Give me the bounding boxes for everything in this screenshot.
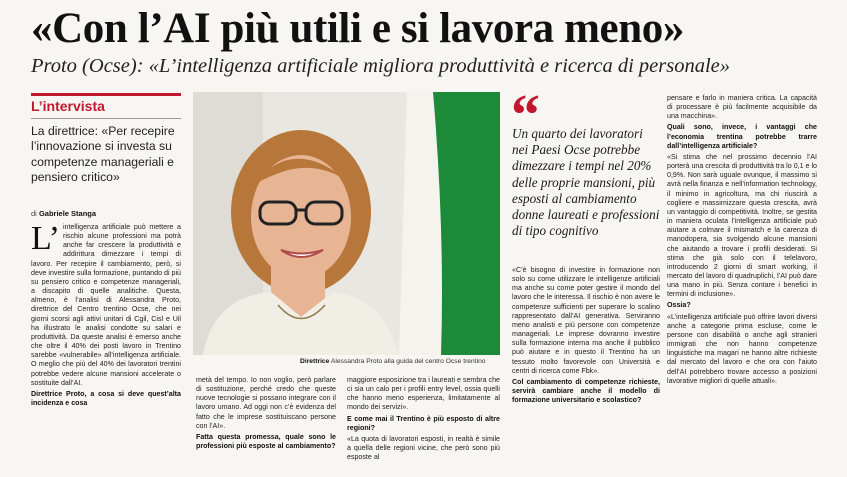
subhead-quote: «L’intelligenza artificiale migliora produttività e ricerca di personale»	[148, 55, 730, 77]
caption-text: Alessandra Proto alla guida del centro Ocse trentino	[330, 358, 486, 365]
interview-question: Direttrice Proto, a cosa si deve quest’alta incidenza e cosa	[31, 389, 181, 407]
summary: La direttrice: «Per recepire l’innovazione si investa su competenze manageriali e pensiero critico»	[31, 124, 175, 185]
interview-question: Ossia?	[667, 301, 691, 310]
headline: «Con l’AI più utili e si lavora meno»	[31, 5, 684, 52]
section-rule-top	[31, 93, 181, 96]
interview-question: E come mai il Trentino è più esposto di altre regioni?	[347, 414, 500, 432]
drop-cap: L’	[31, 223, 60, 257]
body-paragraph: «La quota di lavoratori esposti, in realtà è simile a quella delle regioni vicine, che però sono più esposte al	[347, 434, 500, 462]
body-column-4	[512, 266, 660, 477]
photo-caption	[300, 358, 500, 365]
portrait-illustration	[193, 92, 500, 355]
body-column-1	[31, 223, 181, 477]
body-column-5	[667, 94, 817, 477]
body-paragraph: «L’intelligenza artificiale può offrire lavori diversi anche a categorie prima escluse, come le persone con disabilità o anche agli stranieri immigrati che non hanno competenze linguistiche ma magari ne hanno altre richieste dal mercato del lavoro e che ora con l’aiuto dell’AI potrebbero trovare accesso a posizioni lavorative migliori di quelle attuali».	[667, 312, 817, 385]
portrait-photo	[193, 92, 500, 355]
interview-question: Quali sono, invece, i vantaggi che l’economia trentina potrebbe trarre dall’intelligenza artificiale?	[667, 123, 817, 150]
caption-label: Direttrice	[300, 358, 330, 365]
section-label: L’intervista	[31, 98, 105, 114]
byline	[31, 209, 181, 218]
body-paragraph: maggiore esposizione tra i laureati e sembra che ci sia un calo per i profili entry level, ossia quelli che hanno meno esperienza, limitatamente al mondo dei servizi».	[347, 376, 500, 412]
quote-mark-icon: “	[511, 82, 540, 147]
interview-question: Fatta questa promessa, quale sono le professioni più esposte al cambiamento?	[196, 432, 336, 451]
body-paragraph: metà del tempo. Io non voglio, però parlare di sostituzione, perché credo che queste nuove tecnologie si possano integrare con il lavoro umano. Ad oggi non c’è evidenza del fatto che le imprese sostituiscano persone con l’AI».	[196, 376, 336, 430]
pull-quote: Un quarto dei lavoratori nei Paesi Ocse potrebbe dimezzare i tempi nel 20% delle proprie mansioni, più esposti al cambiamento donne laureati e professioni di tipo cognitivo	[512, 126, 660, 239]
interview-question: Col cambiamento di competenze richieste, servirà cambiare anche il modello di formazione universitario e scolastico?	[512, 377, 660, 405]
body-column-3	[347, 376, 500, 477]
subhead	[31, 55, 831, 78]
body-paragraph: «Si stima che nel prossimo decennio l’AI porterà una crescita di produttività tra lo 0,1 e lo 0,9%. Non sarà uguale ovunque, il massimo si avrà nella finanza e nell’information technology, il minimo in agricoltura, ma chi riuscirà a cogliere e massimizzare questa crescita, avrà un vantaggio di competitività. Inoltre, se gestita in maniera oculata l’intelligenza artificiale può aiutare a colmare il mismatch e la carenza di manodopera, sia svolgendo alcune mansioni che aiutando a trovare i profili desiderati. Si stima che già solo con il telelavoro, introducendo 2 giorni di smart working, il mercato del lavoro di quadruplichi, l’AI può dare una mano in più. Senza contare i benefici in termini di inclusione».	[667, 152, 817, 299]
byline-author: Gabriele Stanga	[38, 209, 97, 218]
byline-prefix: di	[31, 209, 37, 218]
body-paragraph: pensare e farlo in maniera critica. La capacità di processare è più facilmente acquisibile da una macchina».	[667, 94, 817, 121]
subhead-name: Proto (Ocse):	[31, 55, 144, 77]
body-column-2	[196, 376, 336, 477]
italian-flag	[399, 92, 500, 355]
body-paragraph: «C’è bisogno di investire in formazione non solo su come utilizzare le intelligenze artificiali ma anche su come poter gestire il mondo del lavoro che le interessa. Il rischio è non avere le competenze sufficienti per superare lo scalino rappresentato dall’AI generativa. Serviranno meno analisti e più persone con competenze manageriali. Le imprese dovranno investire sulla formazione interna ma anche il pubblico può aiutare e in questo il Trentino ha un tessuto molto favorevole con Università e centri di ricerca come Fbk».	[512, 266, 660, 375]
section-rule-bottom	[31, 118, 181, 119]
body-paragraph: intelligenza artificiale può mettere a rischio alcune professioni ma potrà anche far crescere la produttività e addirittura dimezzare i tempi di lavoro. Per recepire il cambiamento, però, si deve investire sulla formazione, puntando di più su pensiero critico e competenze manageriali, a discapito di quelle analitiche. Questa, almeno, è l’analisi di Alessandra Proto, direttrice del Centro trentino Ocse, che nei giorni scorsi agli attivi unitari di Cgil, Cisl e Uil ha illustrato le analisi condotte su salari e produttività. Da queste analisi è emerso anche che oltre il 40% dei posti lavoro in Trentino sarebbe «vulnerabile» all’intelligenza artificiale. O meglio che più del 40% dei lavoratori trentini potrebbe vedere alcune mansioni accelerate o sostituite dall’AI.	[31, 223, 181, 387]
